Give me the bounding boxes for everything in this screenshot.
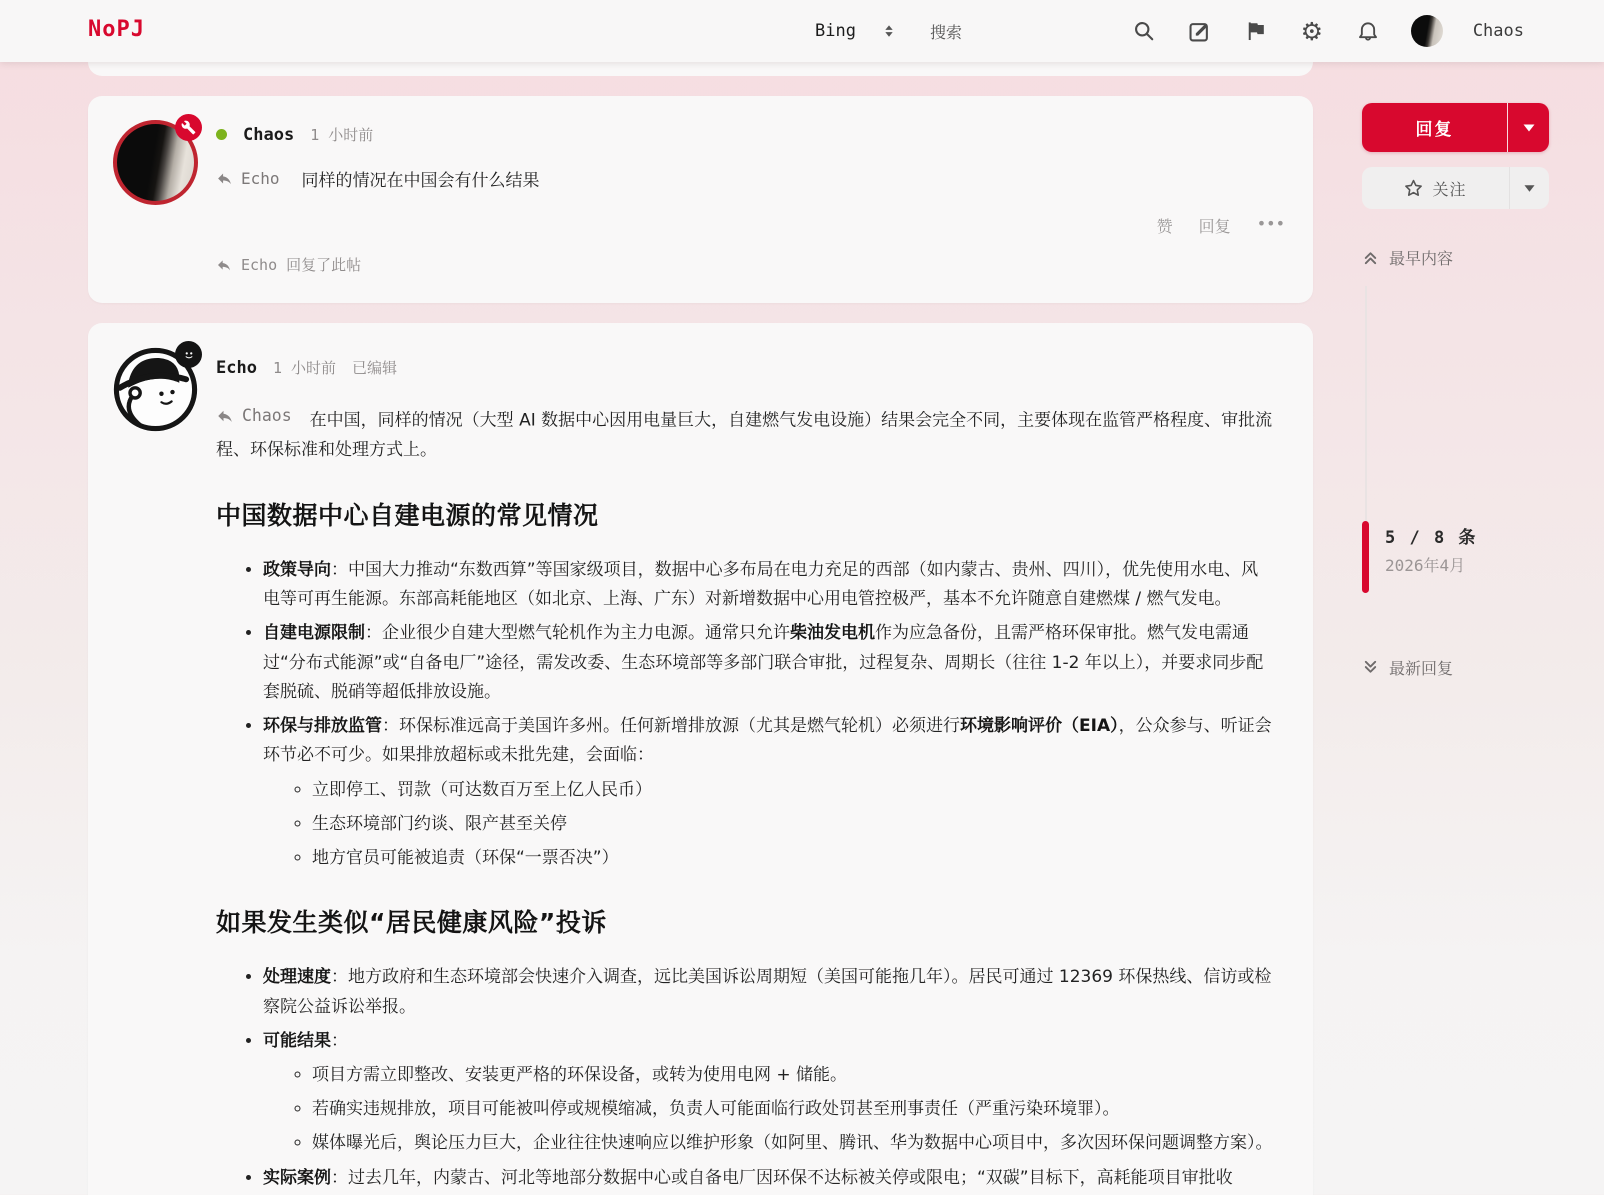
follow-label[interactable]: 关注 (1432, 179, 1467, 199)
content-heading: 中国数据中心自建电源的常见情况 (216, 500, 599, 530)
more-actions-button[interactable]: ••• (1256, 214, 1285, 233)
bot-smiley-badge (175, 341, 202, 368)
reply-arrow-icon (216, 170, 233, 187)
caret-down-icon (1523, 183, 1536, 194)
timeline-jump-earliest[interactable] (1362, 246, 1453, 269)
avatar-echo[interactable] (113, 347, 198, 432)
sublist-item: ◦ 立即停工、罚款（可达数百万至上亿人民币） (312, 776, 1273, 805)
content-list (216, 556, 1273, 873)
list-item: • 实际案例：过去几年，内蒙古、河北等地部分数据中心或自备电厂因环保不达标被关停或限电；“双碳”目标下，高耗能项目审批收 (263, 1164, 1273, 1193)
list-item: • 处理速度：地方政府和生态环境部会快速介入调查，远比美国诉讼周期短（美国可能拖几年）。居民可通过 12369 环保热线、信访或检察院公益诉讼举报。 (263, 963, 1273, 1021)
content-list (216, 963, 1273, 1193)
timeline-date: 2026年4月 (1385, 556, 1466, 575)
post-content-blocks (216, 496, 1273, 1193)
star-icon (1404, 179, 1423, 198)
moderator-wrench-badge (175, 114, 202, 141)
like-button[interactable]: 赞 (1156, 217, 1173, 236)
previous-post-card-partial (88, 62, 1313, 76)
timeline-position: 5 / 8 条 (1385, 528, 1478, 548)
edited-badge: 已编辑 (352, 359, 398, 377)
compose-icon[interactable] (1187, 18, 1213, 44)
reply-arrow-icon (216, 257, 232, 273)
reply-to-chip[interactable] (216, 402, 292, 431)
reply-dropdown-caret[interactable] (1507, 103, 1549, 152)
reply-button[interactable]: 回复 (1198, 217, 1231, 236)
chevrons-up-icon (1362, 249, 1379, 266)
online-status-dot (216, 129, 227, 140)
reply-to-chip[interactable] (216, 169, 280, 188)
follow-dropdown-caret[interactable] (1509, 167, 1549, 209)
reply-arrow-icon (216, 407, 234, 425)
navbar-username[interactable]: Chaos (1472, 21, 1524, 41)
content-sublist (263, 776, 1273, 874)
list-item: • 自建电源限制：企业很少自建大型燃气轮机作为主力电源。通常只允许柴油发电机作为应急备份，且需严格环保审批。燃气发电需通过“分布式能源”或“自备电厂”途径，需发改委、生态环境部等多部门联合审批，过程复杂、周期长（往往 1-2 年以上），并要求同步配套脱硫、脱硝等超低排放设施。 (263, 619, 1273, 707)
sublist-item: ◦ 媒体曝光后，舆论压力巨大，企业往往快速响应以维护形象（如阿里、腾讯、华为数据中心项目中，多次因环保问题调整方案）。 (312, 1129, 1273, 1158)
avatar-chaos[interactable] (113, 120, 198, 205)
post-card-chaos (88, 96, 1313, 303)
category-selector[interactable]: Bing (815, 21, 856, 41)
content-heading: 如果发生类似“居民健康风险”投诉 (216, 908, 607, 938)
list-item: • 可能结果： ◦ 项目方需立即整改、安装更严格的环保设备，或转为使用电网 + 储能。 ◦ 若确实违规排放，项目可能被叫停或规模缩减，负责人可能面临行政处罚甚至刑事责任（严重污染环境罪）。 ◦ 媒体曝光后，舆论压力巨大，企业往往快速响应以维护形象（如阿里、腾讯、华为数据中心项目中，多次因环保问题调整方案）。 (263, 1027, 1273, 1159)
post-text: 同样的情况在中国会有什么结果 (301, 171, 540, 191)
replied-by-name[interactable]: Echo (241, 255, 278, 274)
search-scope-label[interactable]: 搜索 (929, 22, 962, 42)
sublist-item: ◦ 地方官员可能被追责（环保“一票否决”） (312, 844, 1273, 873)
gear-icon[interactable]: ⚙ (1300, 16, 1324, 46)
sort-toggle-icon[interactable] (882, 23, 896, 39)
bell-icon[interactable] (1355, 18, 1381, 44)
search-icon[interactable] (1131, 18, 1157, 44)
post-time: 1 小时前 (310, 126, 374, 144)
sublist-item: ◦ 项目方需立即整改、安装更严格的环保设备，或转为使用电网 + 储能。 (312, 1061, 1273, 1090)
topic-reply-label[interactable]: 回复 (1415, 120, 1454, 140)
post-time: 1 小时前 (272, 359, 337, 377)
topic-reply-button[interactable] (1362, 103, 1549, 152)
navbar-avatar[interactable] (1411, 15, 1443, 47)
timeline-track (1365, 286, 1367, 521)
content-sublist (263, 1061, 1273, 1159)
replied-by-text: 回复了此帖 (286, 256, 362, 274)
caret-down-icon (1522, 122, 1536, 134)
post-card-echo (88, 323, 1313, 1195)
chevrons-down-icon (1362, 659, 1379, 676)
follow-button[interactable] (1362, 167, 1549, 209)
top-navbar (0, 0, 1604, 62)
sublist-item: ◦ 生态环境部门约谈、限产甚至关停 (312, 810, 1273, 839)
post-author[interactable]: Chaos (243, 124, 295, 145)
flag-icon[interactable] (1243, 18, 1269, 44)
site-logo[interactable]: NoPJ (88, 17, 145, 42)
list-item: • 政策导向：中国大力推动“东数西算”等国家级项目，数据中心多布局在电力充足的西部（如内蒙古、贵州、四川），优先使用水电、风电等可再生能源。东部高耗能地区（如北京、上海、广东）对新增数据中心用电管控极严，基本不允许随意自建燃煤 / 燃气发电。 (263, 556, 1273, 614)
timeline-scrubber[interactable] (1362, 521, 1369, 593)
reply-to-name[interactable]: Echo (241, 169, 280, 188)
latest-label: 最新回复 (1389, 659, 1454, 678)
timeline-jump-latest[interactable] (1362, 656, 1453, 679)
earliest-label: 最早内容 (1389, 249, 1454, 268)
sublist-item: ◦ 若确实违规排放，项目可能被叫停或规模缩减，负责人可能面临行政处罚甚至刑事责任（严重污染环境罪）。 (312, 1095, 1273, 1124)
post-author[interactable]: Echo (216, 357, 257, 378)
list-item: • 环保与排放监管：环保标准远高于美国许多州。任何新增排放源（尤其是燃气轮机）必须进行环境影响评价（EIA），公众参与、听证会环节必不可少。如果排放超标或未批先建，会面临： ◦ 立即停工、罚款（可达数百万至上亿人民币） ◦ 生态环境部门约谈、限产甚至关停 ◦ 地方官员可能被追责（环保“一票否决”） (263, 712, 1273, 873)
post-intro-text: 在中国，同样的情况（大型 AI 数据中心因用电量巨大，自建燃气发电设施）结果会完全不同，主要体现在监管严格程度、审批流程、环保标准和处理方式上。 (216, 410, 1273, 461)
reply-to-name[interactable]: Chaos (242, 406, 292, 425)
post-intro-paragraph (216, 402, 1273, 466)
